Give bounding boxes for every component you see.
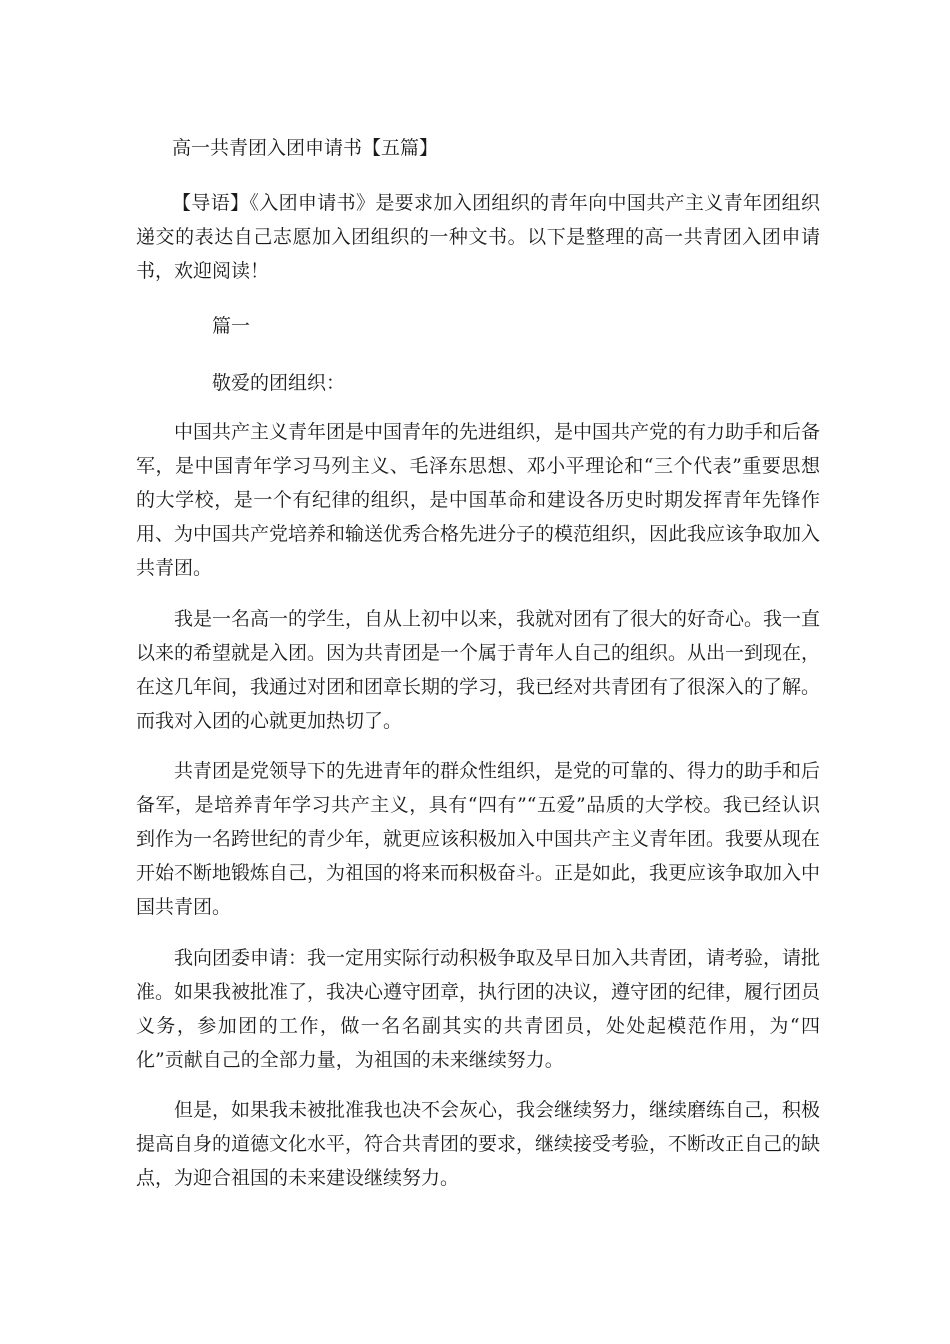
body-paragraph-2: 我是一名高一的学生，自从上初中以来，我就对团有了很大的好奇心。我一直以来的希望就是入团。因为共青团是一个属于青年人自己的组织。从出一到现在，在这几年间，我通过对团和团章长期的学习，我已经对共青团有了很深入的了解。而我对入团的心就更加热切了。 [136,608,821,732]
body-paragraph-3: 共青团是党领导下的先进青年的群众性组织，是党的可靠的、得力的助手和后备军，是培养青年学习共产主义，具有“四有”“五爱”品质的大学校。我已经认识到作为一名跨世纪的青少年，就更应该积极加入中国共产主义青年团。我要从现在开始不断地锻炼自己，为祖国的将来而积极奋斗。正是如此，我更应该争取加入中国共青团。 [136,760,821,918]
body-paragraph-5: 但是，如果我未被批准我也决不会灰心，我会继续努力，继续磨练自己，积极提高自身的道德文化水平，符合共青团的要求，继续接受考验，不断改正自己的缺点，为迎合祖国的未来建设继续努力。 [136,1099,821,1189]
salutation: 敬爱的团组织： [212,372,346,394]
document-title: 高一共青团入团申请书【五篇】 [172,137,439,159]
section-heading: 篇一 [212,315,251,337]
body-paragraph-4: 我向团委申请：我一定用实际行动积极争取及早日加入共青团，请考验，请批准。如果我被批准了，我决心遵守团章，执行团的决议，遵守团的纪律，履行团员义务，参加团的工作，做一名名副其实的共青团员，处处起模范作用，为“四化”贡献自己的全部力量，为祖国的未来继续努力。 [136,947,821,1071]
intro-paragraph: 【导语】《入团申请书》是要求加入团组织的青年向中国共产主义青年团组织递交的表达自己志愿加入团组织的一种文书。以下是整理的高一共青团入团申请书，欢迎阅读！ [136,192,820,282]
body-paragraph-1: 中国共产主义青年团是中国青年的先进组织，是中国共产党的有力助手和后备军，是中国青年学习马列主义、毛泽东思想、邓小平理论和“三个代表”重要思想的大学校，是一个有纪律的组织，是中国革命和建设各历史时期发挥青年先锋作用、为中国共产党培养和输送优秀合格先进分子的模范组织，因此我应该争取加入共青团。 [136,421,821,579]
